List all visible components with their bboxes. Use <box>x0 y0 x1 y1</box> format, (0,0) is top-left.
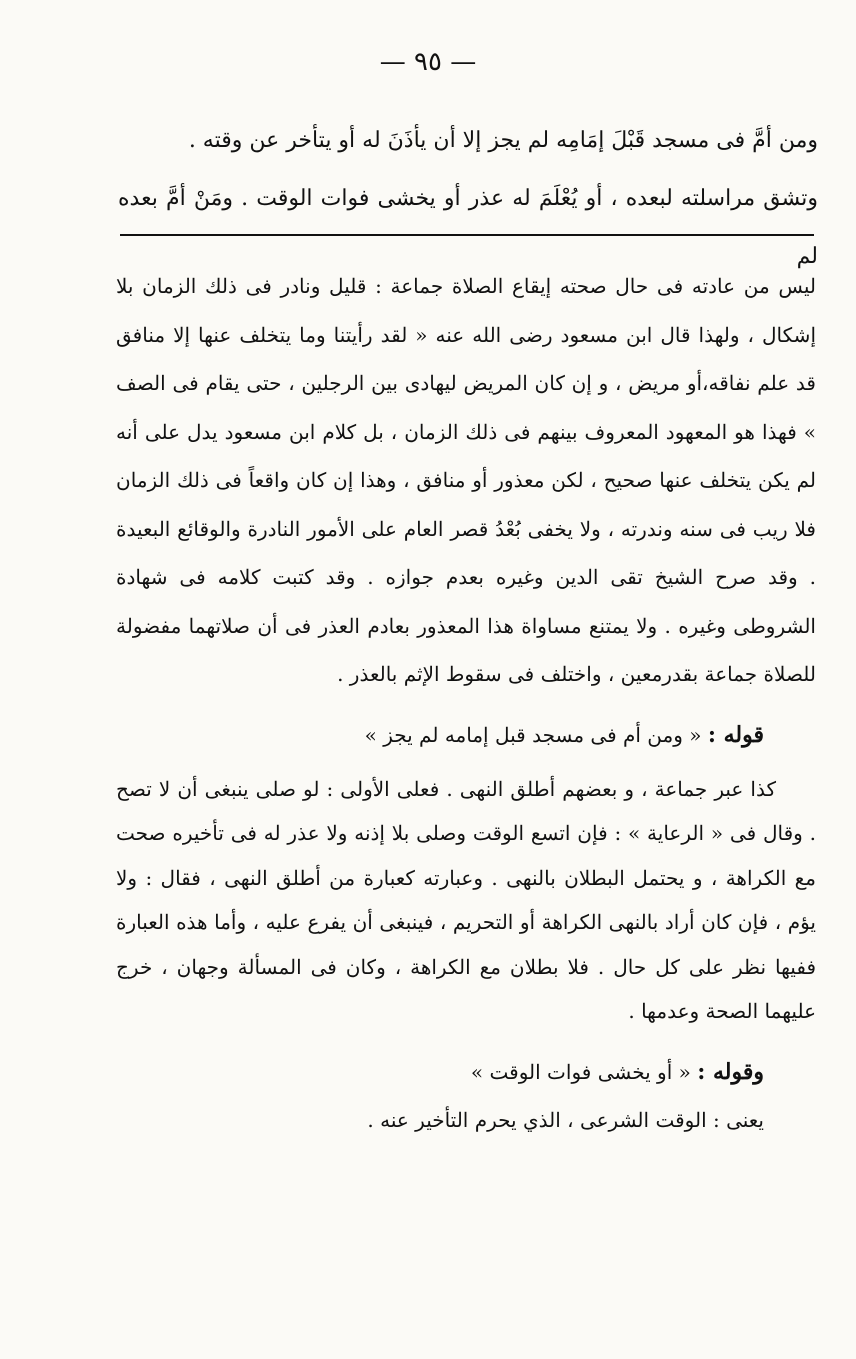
footnote-divider <box>120 234 814 236</box>
commentary-paragraph: ليس من عادته فى حال صحته إيقاع الصلاة جماعة : قليل ونادر فى ذلك الزمان بلا إشكال ، ولهذا قال ابن مسعود رضى الله عنه « لقد رأيتنا وما يتخلف عنها إلا منافق قد علم نفاقه،أو مريض ، و إن كان المريض ليهادى بين الرجلين ، حتى يقام فى الصف » فهذا هو المعهود المعروف بينهم فى ذلك الزمان ، بل كلام ابن مسعود يدل على أنه لم يكن يتخلف عنها صحيح ، لكن معذور أو منافق ، وهذا إن كان واقعاً فى ذلك الزمان فلا ريب فى سنه وندرته ، ولا يخفى بُعْدُ قصر العام على الأمور النادرة والوقائع البعيدة . وقد صرح الشيخ تقى الدين وغيره بعدم جوازه . وقد كتبت كلامه فى شهادة الشروطى وغيره . ولا يمتنع مساواة هذا المعذور بعادم العذر فى أن صلاتهما مفضولة للصلاة جماعة بقدرمعين ، واختلف فى سقوط الإثم بالعذر . <box>116 274 816 686</box>
quote-text: « أو يخشى فوات الوقت » <box>470 1059 691 1084</box>
commentary <box>116 262 816 1142</box>
commentary-paragraph: كذا عبر جماعة ، و بعضهم أطلق النهى . فعلى الأولى : لو صلى ينبغى أن لا تصح . وقال فى « الرعاية » : فإن اتسع الوقت وصلى بلا إذنه ولا عذر له فى تأخيره صحت مع الكراهة ، و يحتمل البطلان بالنهى . وعبارته كعبارة من أطلق النهى ، فقال : ولا يؤم ، فإن كان أراد بالنهى الكراهة أو التحريم ، فينبغى أن يفرع عليه ، وأما هذه العبارة ففيها نظر على كل حال . فلا بطلان مع الكراهة ، وكان فى المسألة وجهان ، خرج عليهما الصحة وعدمها . <box>116 776 816 1023</box>
quote-text: « ومن أم فى مسجد قبل إمامه لم يجز » <box>364 722 702 747</box>
main-text-line: وتشق مراسلته لبعده ، أو يُعْلَمَ له عذر أو يخشى فوات الوقت . ومَنْ أمَّ بعده لم <box>118 186 818 269</box>
main-text <box>118 112 818 286</box>
quote-keyword: قوله : <box>707 721 764 748</box>
quote-keyword: وقوله : <box>697 1058 764 1085</box>
main-text-line: ومن أمَّ فى مسجد قَبْلَ إمَامِه لم يجز إلا أن يأذَنَ له أو يتأخر عن وقته . <box>188 128 818 153</box>
quote-heading <box>116 1050 764 1094</box>
page-number: — ٩٥ — <box>379 47 477 77</box>
commentary-line: يعنى : الوقت الشرعى ، الذي يحرم التأخير عنه . <box>367 1107 764 1132</box>
quote-heading <box>116 713 764 757</box>
